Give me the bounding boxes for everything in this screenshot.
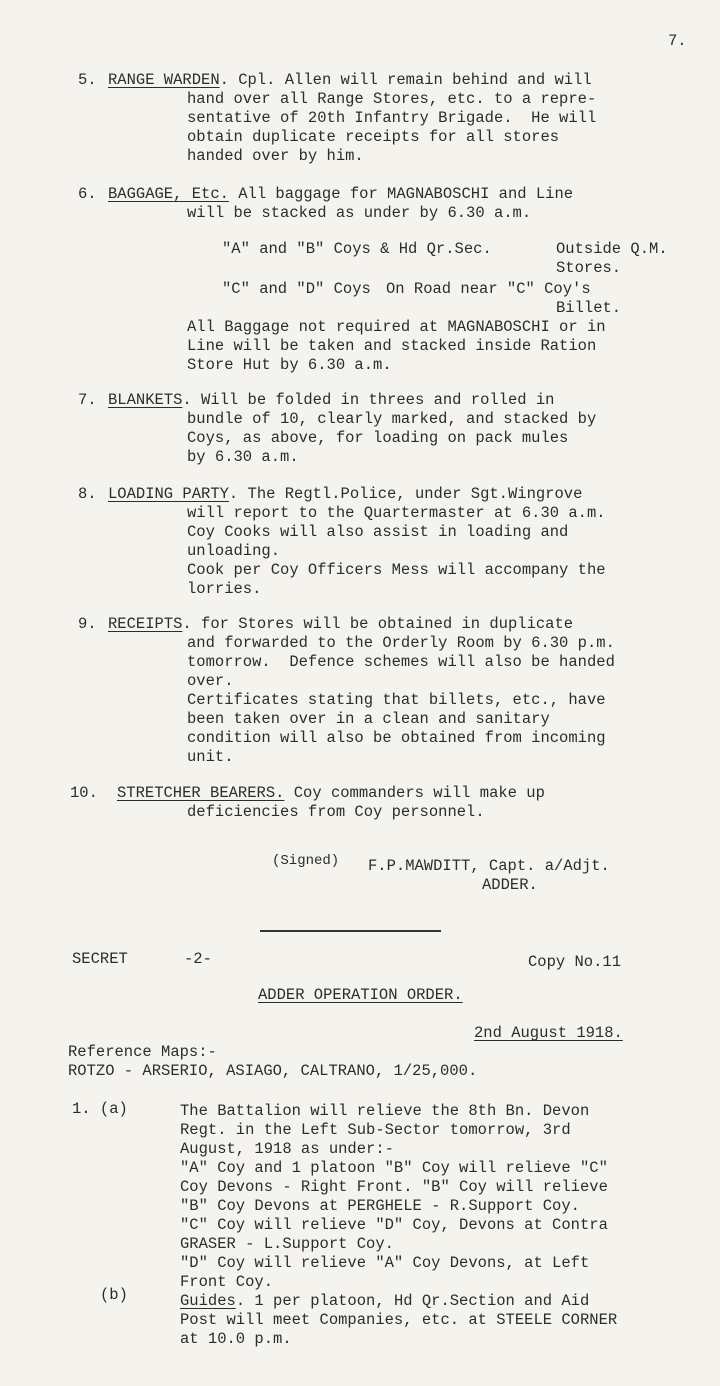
item-line: condition will also be obtained from incoming [187, 729, 606, 747]
baggage-location: Stores. [556, 259, 622, 277]
section-divider [260, 930, 441, 932]
item-line: Coy Cooks will also assist in loading and [187, 523, 569, 541]
order-line: at 10.0 p.m. [180, 1330, 292, 1348]
item-heading: RANGE WARDEN [108, 71, 220, 89]
item-number: 5. [78, 71, 97, 89]
order-line: Regt. in the Left Sub-Sector tomorrow, 3rd [180, 1121, 571, 1139]
item-line: hand over all Range Stores, etc. to a repre- [187, 90, 597, 108]
order-line: "A" Coy and 1 platoon "B" Coy will relieve "C" [180, 1159, 608, 1177]
item-line: All Baggage not required at MAGNABOSCHI or in [187, 318, 606, 336]
paragraph-number: 1. (a) [72, 1100, 128, 1118]
baggage-coys: "A" and "B" Coys & Hd Qr.Sec. [222, 240, 492, 258]
order-line: August, 1918 as under:- [180, 1140, 394, 1158]
item-line: handed over by him. [187, 147, 364, 165]
item-text: . The Regtl.Police, under Sgt.Wingrove [228, 485, 583, 503]
item-text: Coy commanders will make up [284, 784, 545, 802]
item-heading: LOADING PARTY [108, 485, 229, 503]
reference-maps: ROTZO - ARSERIO, ASIAGO, CALTRANO, 1/25,000. [68, 1062, 478, 1080]
baggage-location: Outside Q.M. [556, 240, 668, 258]
item-text: . for Stores will be obtained in duplicate [182, 615, 574, 633]
order-line: GRASER - L.Support Coy. [180, 1235, 394, 1253]
item-line: deficiencies from Coy personnel. [187, 803, 485, 821]
signed-label: (Signed) [272, 853, 340, 869]
order-line: Post will meet Companies, etc. at STEELE CORNER [180, 1311, 618, 1329]
order-title: ADDER OPERATION ORDER. [258, 986, 463, 1004]
order-line: The Battalion will relieve the 8th Bn. Devon [180, 1102, 590, 1120]
item-number: 10. [70, 784, 98, 802]
item-line: Certificates stating that billets, etc., have [187, 691, 606, 709]
item-number: 6. [78, 185, 97, 203]
item-line: sentative of 20th Infantry Brigade. He will [187, 109, 597, 127]
item-line: and forwarded to the Orderly Room by 6.30 p.m. [187, 634, 615, 652]
item-line: over. [187, 672, 234, 690]
item-line: Cook per Coy Officers Mess will accompany the [187, 561, 606, 579]
signature-unit: ADDER. [482, 876, 538, 894]
item-heading: STRETCHER BEARERS. [117, 784, 285, 802]
order-line: Coy Devons - Right Front. "B" Coy will relieve [180, 1178, 608, 1196]
baggage-location: Billet. [556, 299, 622, 317]
item-line: unloading. [187, 542, 281, 560]
reference-label: Reference Maps:- [68, 1043, 217, 1061]
item-heading: RECEIPTS [108, 615, 183, 633]
item-line: obtain duplicate receipts for all stores [187, 128, 560, 146]
item-line: will report to the Quartermaster at 6.30 a.m. [187, 504, 606, 522]
item-line: been taken over in a clean and sanitary [187, 710, 550, 728]
item-line: Store Hut by 6.30 a.m. [187, 356, 392, 374]
subparagraph-label: (b) [100, 1286, 128, 1304]
item-line: bundle of 10, clearly marked, and stacked by [187, 410, 597, 428]
item-line: tomorrow. Defence schemes will also be handed [187, 653, 615, 671]
order-line: "D" Coy will relieve "A" Coy Devons, at Left [180, 1254, 590, 1272]
item-line: Line will be taken and stacked inside Ration [187, 337, 597, 355]
item-line: lorries. [187, 580, 262, 598]
signature-name: F.P.MAWDITT, Capt. a/Adjt. [368, 857, 610, 875]
item-number: 9. [78, 615, 97, 633]
guides-text: . 1 per platoon, Hd Qr.Section and Aid [235, 1292, 590, 1310]
item-text: . Cpl. Allen will remain behind and will [219, 71, 592, 89]
item-line: will be stacked as under by 6.30 a.m. [187, 204, 532, 222]
copy-number: Copy No.11 [528, 953, 622, 971]
baggage-location: On Road near "C" Coy's [386, 280, 591, 298]
order-line: "C" Coy will relieve "D" Coy, Devons at Contra [180, 1216, 608, 1234]
order-line: Front Coy. [180, 1273, 274, 1291]
item-line: unit. [187, 748, 234, 766]
item-heading: BAGGAGE, Etc. [108, 185, 229, 203]
order-line: "B" Coy Devons at PERGHELE - R.Support Coy. [180, 1197, 580, 1215]
item-number: 8. [78, 485, 97, 503]
item-heading: BLANKETS [108, 391, 183, 409]
item-text: All baggage for MAGNABOSCHI and Line [228, 185, 574, 203]
item-text: . Will be folded in threes and rolled in [182, 391, 555, 409]
classification: SECRET [72, 950, 128, 968]
order-date: 2nd August 1918. [474, 1024, 623, 1042]
item-line: by 6.30 a.m. [187, 448, 299, 466]
baggage-coys: "C" and "D" Coys [222, 280, 371, 298]
guides-heading: Guides [180, 1292, 236, 1310]
item-line: Coys, as above, for loading on pack mules [187, 429, 569, 447]
item-number: 7. [78, 391, 97, 409]
page-number: 7. [668, 32, 687, 50]
page-marker: -2- [184, 950, 212, 968]
